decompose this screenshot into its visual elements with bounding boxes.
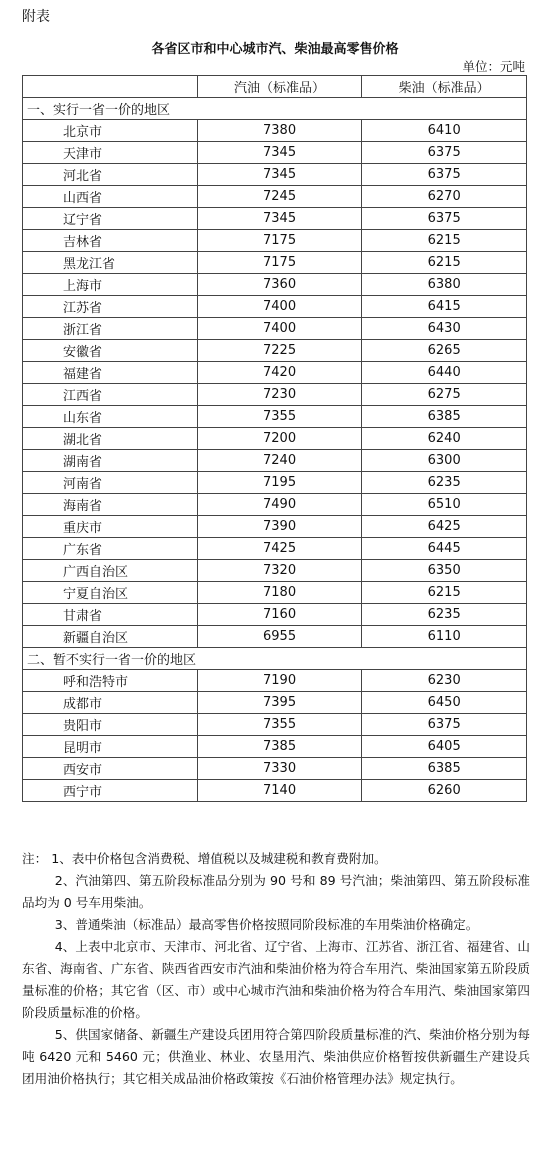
diesel-price: 6445: [362, 538, 527, 560]
diesel-price: 6270: [362, 186, 527, 208]
appendix-label: 附表: [22, 9, 50, 25]
gasoline-price: 7190: [197, 670, 362, 692]
region-name: 河南省: [23, 472, 198, 494]
gasoline-price: 7345: [197, 164, 362, 186]
diesel-price: 6215: [362, 230, 527, 252]
table-row: [23, 164, 527, 186]
diesel-price: 6410: [362, 120, 527, 142]
region-name: 甘肃省: [23, 604, 198, 626]
region-name: 宁夏自治区: [23, 582, 198, 604]
gasoline-price: 7360: [197, 274, 362, 296]
diesel-price: 6350: [362, 560, 527, 582]
gasoline-price: 7355: [197, 406, 362, 428]
gasoline-price: 7330: [197, 758, 362, 780]
diesel-price: 6385: [362, 406, 527, 428]
gasoline-price: 7160: [197, 604, 362, 626]
diesel-price: 6265: [362, 340, 527, 362]
table-row: [23, 604, 527, 626]
price-table: [22, 75, 527, 802]
table-row: [23, 186, 527, 208]
gasoline-price: 7180: [197, 582, 362, 604]
note-1: 注： 1、表中价格包含消费税、增值税以及城建税和教育费附加。: [22, 851, 387, 866]
page-title: 各省区市和中心城市汽、柴油最高零售价格: [151, 42, 399, 57]
diesel-price: 6215: [362, 582, 527, 604]
gasoline-price: 6955: [197, 626, 362, 648]
diesel-price: 6300: [362, 450, 527, 472]
gasoline-price: 7140: [197, 780, 362, 802]
table-row: [23, 274, 527, 296]
table-row: [23, 384, 527, 406]
table-row: [23, 626, 527, 648]
region-name: 浙江省: [23, 318, 198, 340]
gasoline-price: 7490: [197, 494, 362, 516]
diesel-price: 6110: [362, 626, 527, 648]
table-row: [23, 362, 527, 384]
header-diesel: 柴油（标准品）: [362, 76, 527, 98]
gasoline-price: 7245: [197, 186, 362, 208]
region-name: 黑龙江省: [23, 252, 198, 274]
region-name: 广西自治区: [23, 560, 198, 582]
region-name: 辽宁省: [23, 208, 198, 230]
table-row: [23, 582, 527, 604]
region-name: 海南省: [23, 494, 198, 516]
gasoline-price: 7400: [197, 318, 362, 340]
header-gasoline: 汽油（标准品）: [197, 76, 362, 98]
diesel-price: 6375: [362, 714, 527, 736]
header-region: [23, 76, 198, 98]
region-name: 西安市: [23, 758, 198, 780]
table-row: [23, 230, 527, 252]
note-4: 4、上表中北京市、天津市、河北省、辽宁省、上海市、江苏省、浙江省、福建省、山东省、海南省、广东省、陕西省西安市汽油和柴油价格为符合车用汽、柴油国家第五阶段质量标准的价格；其它省（区、市）或中心城市汽油和柴油价格为符合车用汽、柴油国家第四阶段质量标准的价格。: [22, 939, 530, 1020]
table-row: [23, 406, 527, 428]
diesel-price: 6425: [362, 516, 527, 538]
region-name: 江西省: [23, 384, 198, 406]
table-row: [23, 494, 527, 516]
table-row: [23, 472, 527, 494]
notes: [22, 848, 530, 1090]
table-row: [23, 692, 527, 714]
region-name: 西宁市: [23, 780, 198, 802]
table-row: [23, 736, 527, 758]
gasoline-price: 7390: [197, 516, 362, 538]
diesel-price: 6375: [362, 142, 527, 164]
region-name: 昆明市: [23, 736, 198, 758]
region-name: 福建省: [23, 362, 198, 384]
diesel-price: 6440: [362, 362, 527, 384]
table-row: [23, 428, 527, 450]
region-name: 成都市: [23, 692, 198, 714]
table-row: [23, 670, 527, 692]
note-5: 5、供国家储备、新疆生产建设兵团用符合第四阶段质量标准的汽、柴油价格分别为每吨 6420 元和 5460 元；供渔业、林业、农垦用汽、柴油供应价格暂按供新疆生产建设兵团用油价格执行；其它相关成品油价格政策按《石油价格管理办法》规定执行。: [22, 1027, 530, 1086]
diesel-price: 6385: [362, 758, 527, 780]
diesel-price: 6510: [362, 494, 527, 516]
gasoline-price: 7175: [197, 252, 362, 274]
table-row: [23, 208, 527, 230]
gasoline-price: 7400: [197, 296, 362, 318]
gasoline-price: 7385: [197, 736, 362, 758]
gasoline-price: 7345: [197, 142, 362, 164]
diesel-price: 6235: [362, 604, 527, 626]
region-name: 重庆市: [23, 516, 198, 538]
diesel-price: 6450: [362, 692, 527, 714]
region-name: 湖南省: [23, 450, 198, 472]
region-name: 新疆自治区: [23, 626, 198, 648]
region-name: 安徽省: [23, 340, 198, 362]
region-name: 天津市: [23, 142, 198, 164]
diesel-price: 6215: [362, 252, 527, 274]
region-name: 湖北省: [23, 428, 198, 450]
diesel-price: 6415: [362, 296, 527, 318]
note-2: 2、汽油第四、第五阶段标准品分别为 90 号和 89 号汽油；柴油第四、第五阶段标准品均为 0 号车用柴油。: [22, 873, 530, 910]
table-row: [23, 318, 527, 340]
gasoline-price: 7345: [197, 208, 362, 230]
diesel-price: 6375: [362, 164, 527, 186]
gasoline-price: 7380: [197, 120, 362, 142]
gasoline-price: 7425: [197, 538, 362, 560]
diesel-price: 6235: [362, 472, 527, 494]
table-header-row: [23, 76, 527, 98]
gasoline-price: 7420: [197, 362, 362, 384]
region-name: 呼和浩特市: [23, 670, 198, 692]
unit-label: 单位：元吨: [462, 59, 525, 74]
table-row: [23, 516, 527, 538]
table-row: [23, 538, 527, 560]
gasoline-price: 7230: [197, 384, 362, 406]
diesel-price: 6380: [362, 274, 527, 296]
diesel-price: 6430: [362, 318, 527, 340]
table-row: [23, 296, 527, 318]
region-name: 吉林省: [23, 230, 198, 252]
section-row: [23, 648, 527, 670]
gasoline-price: 7355: [197, 714, 362, 736]
table-row: [23, 714, 527, 736]
table-row: [23, 252, 527, 274]
region-name: 山东省: [23, 406, 198, 428]
diesel-price: 6260: [362, 780, 527, 802]
diesel-price: 6375: [362, 208, 527, 230]
diesel-price: 6405: [362, 736, 527, 758]
region-name: 江苏省: [23, 296, 198, 318]
table-row: [23, 450, 527, 472]
region-name: 广东省: [23, 538, 198, 560]
gasoline-price: 7200: [197, 428, 362, 450]
gasoline-price: 7195: [197, 472, 362, 494]
section-title: 二、暂不实行一省一价的地区: [23, 648, 527, 670]
table-row: [23, 560, 527, 582]
region-name: 河北省: [23, 164, 198, 186]
table-row: [23, 758, 527, 780]
diesel-price: 6240: [362, 428, 527, 450]
table-row: [23, 142, 527, 164]
diesel-price: 6275: [362, 384, 527, 406]
gasoline-price: 7320: [197, 560, 362, 582]
table-row: [23, 340, 527, 362]
section-row: [23, 98, 527, 120]
note-3: 3、普通柴油（标准品）最高零售价格按照同阶段标准的车用柴油价格确定。: [54, 917, 479, 932]
table-row: [23, 780, 527, 802]
region-name: 北京市: [23, 120, 198, 142]
table-row: [23, 120, 527, 142]
section-title: 一、实行一省一价的地区: [23, 98, 527, 120]
gasoline-price: 7175: [197, 230, 362, 252]
region-name: 上海市: [23, 274, 198, 296]
region-name: 山西省: [23, 186, 198, 208]
gasoline-price: 7225: [197, 340, 362, 362]
gasoline-price: 7240: [197, 450, 362, 472]
diesel-price: 6230: [362, 670, 527, 692]
region-name: 贵阳市: [23, 714, 198, 736]
gasoline-price: 7395: [197, 692, 362, 714]
